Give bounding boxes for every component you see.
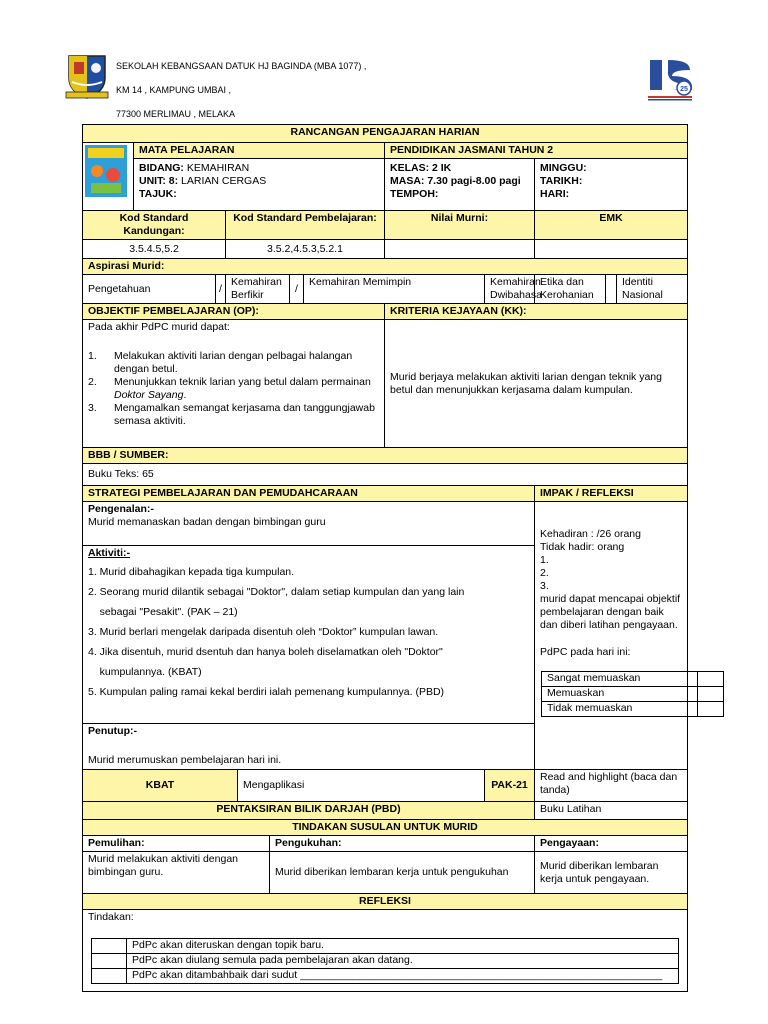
pemulihan-label: Pemulihan: — [83, 836, 270, 852]
refleksi-option: PdPc akan diteruskan dengan topik baru. — [127, 939, 679, 954]
aktiviti-line: 4. Jika disentuh, murid dsentuh dan hanya boleh diselamatkan oleh "Doktor" — [88, 646, 443, 658]
lesson-plan-table — [82, 124, 688, 992]
pengenalan-label: Pengenalan:- — [88, 503, 154, 515]
objektif-item: 3. Mengamalkan semangat kerjasama dan tanggungjawab semasa aktiviti. — [88, 402, 375, 427]
aktiviti-cell — [83, 546, 535, 724]
emk-label: EMK — [535, 211, 688, 240]
pdpc-text: PdPC pada hari ini: — [540, 646, 631, 658]
tempoh-label: TEMPOH: — [390, 188, 439, 200]
subject-label: MATA PELAJARAN — [134, 143, 385, 159]
pengenalan-text: Murid memanaskan badan dengan bimbingan guru — [88, 516, 326, 528]
pengukuhan-text: Murid diberikan lembaran kerja untuk pengukuhan — [270, 852, 535, 894]
school-address-line: KM 14 , KAMPUNG UMBAI , — [116, 85, 232, 95]
ksp-value: 3.5.2,4.5.3,5.2.1 — [226, 240, 385, 259]
aktiviti-line: sebagai "Pesakit". (PAK – 21) — [88, 606, 238, 618]
objektif-cell — [83, 320, 385, 448]
aspirasi-mark: / — [216, 275, 226, 304]
school-address — [116, 54, 366, 126]
pengenalan-cell — [83, 502, 535, 546]
aspirasi-item: Kemahiran Dwibahasa — [485, 275, 535, 304]
kbat-label: KBAT — [83, 770, 238, 802]
aspirasi-mark-empty — [606, 275, 617, 304]
refleksi-cell — [83, 910, 688, 992]
susulan-label: TINDAKAN SUSULAN UNTUK MURID — [83, 820, 688, 836]
anniversary-25-logo — [644, 52, 696, 104]
svg-text:25: 25 — [680, 86, 688, 93]
refleksi-option: PdPc akan diulang semula pada pembelajaran akan datang. — [127, 954, 679, 969]
aktiviti-line: 1. Murid dibahagikan kepada tiga kumpulan. — [88, 566, 295, 578]
bbb-text: Buku Teks: 65 — [83, 464, 688, 486]
kehadiran-text: Kehadiran : /26 orang — [540, 528, 641, 540]
textbook-cover-cell — [83, 143, 134, 211]
pemulihan-text: Murid melakukan aktiviti dengan bimbingan guru. — [83, 852, 270, 894]
school-crest-logo — [66, 52, 108, 100]
aktiviti-label: Aktiviti:- — [88, 547, 130, 559]
rating-option: Tidak memuaskan — [542, 702, 698, 717]
rating-checkbox[interactable] — [698, 702, 724, 717]
school-postcode-line: 77300 MERLIMAU , MELAKA — [116, 109, 236, 119]
school-header — [66, 50, 696, 119]
penutup-cell — [83, 724, 535, 770]
minggu-tarikh-cell — [535, 159, 688, 211]
pengukuhan-label: Pengukuhan: — [270, 836, 535, 852]
impak-cell: Kehadiran : /26 orang Tidak hadir: orang 1. 2. 3. murid dapat mencapai objektif pembelajaran dengan baik dan diberi latihan pengayaan. PdPC pada hari ini: Sangat memuaskan Memuaskan Tidak memuaskan — [535, 502, 688, 770]
kelas-masa-cell: KELAS: 2 IK MASA: 7.30 pagi-8.00 pagi TEMPOH: — [385, 159, 535, 211]
refleksi-checkbox[interactable] — [92, 969, 127, 984]
rating-table — [541, 671, 724, 717]
ksk-label: Kod Standard Kandungan: — [83, 211, 226, 240]
aspirasi-item: Kemahiran Memimpin — [304, 275, 485, 304]
masa-value: 7.30 pagi-8.00 pagi — [427, 175, 521, 187]
ksp-label: Kod Standard Pembelajaran: — [226, 211, 385, 240]
aktiviti-line: 5. Kumpulan paling ramai kekal berdiri ialah pemenang kumpulannya. (PBD) — [88, 686, 445, 698]
impak-label: IMPAK / REFLEKSI — [535, 486, 688, 502]
pak21-label: PAK-21 — [485, 770, 535, 802]
strategi-label: STRATEGI PEMBELAJARAN DAN PEMUDAHCARAAN — [83, 486, 535, 502]
refleksi-checkbox[interactable] — [92, 954, 127, 969]
unit-value: LARIAN CERGAS — [181, 175, 267, 187]
objektif-intro: Pada akhir PdPC murid dapat: — [88, 321, 230, 333]
refleksi-label: REFLEKSI — [83, 894, 688, 910]
kbat-value: Mengaplikasi — [238, 770, 485, 802]
tarikh-label: TARIKH: — [540, 175, 583, 187]
aspirasi-label: Aspirasi Murid: — [83, 259, 688, 275]
objektif-item: 2. Menunjukkan teknik larian yang betul dalam permainan Doktor Sayang. — [88, 376, 371, 401]
textbook-cover-image — [85, 145, 127, 197]
pengayaan-label: Pengayaan: — [535, 836, 688, 852]
tindakan-label: Tindakan: — [88, 911, 134, 923]
rating-checkbox[interactable] — [698, 687, 724, 702]
tidak-hadir-text: Tidak hadir: orang — [540, 541, 625, 553]
objektif-label: OBJEKTIF PEMBELAJARAN (OP): — [83, 304, 385, 320]
rating-checkbox[interactable] — [698, 672, 724, 687]
aspirasi-item: Kemahiran Berfikir — [226, 275, 290, 304]
school-name: SEKOLAH KEBANGSAAN DATUK HJ BAGINDA (MBA 1077) , — [116, 61, 367, 71]
bidang-value: KEMAHIRAN — [186, 162, 250, 174]
aktiviti-line: 2. Seorang murid dilantik sebagai "Doktor", dalam setiap kumpulan dan yang lain — [88, 586, 465, 598]
nilai-murni-label: Nilai Murni: — [385, 211, 535, 240]
aktiviti-line: kumpulannya. (KBAT) — [88, 666, 202, 678]
tajuk-label: TAJUK: — [139, 188, 177, 200]
aspirasi-item: Pengetahuan — [83, 275, 216, 304]
plan-title: RANCANGAN PENGAJARAN HARIAN — [83, 125, 688, 143]
ksk-value: 3.5.4.5,5.2 — [83, 240, 226, 259]
kk-label: KRITERIA KEJAYAAN (KK): — [385, 304, 688, 320]
kelas-label: KELAS: 2 IK — [390, 162, 452, 174]
objektif-item: 1. Melakukan aktiviti larian dengan pelbagai halangan dengan betul. — [88, 350, 353, 375]
aspirasi-mark: / — [290, 275, 304, 304]
aspirasi-item: Etika dan Kerohanian — [535, 275, 606, 304]
pbd-value: Buku Latihan — [535, 802, 688, 820]
rating-option: Memuaskan — [542, 687, 698, 702]
impak-text: murid dapat mencapai objektif pembelajaran dengan baik dan diberi latihan pengayaan. — [540, 593, 681, 631]
pengayaan-text: Murid diberikan lembaran kerja untuk pengayaan. — [535, 852, 688, 894]
kk-text: Murid berjaya melakukan aktiviti larian dengan teknik yang betul dan menunjukkan kerjasama dalam kumpulan. — [385, 320, 688, 448]
refleksi-checkbox[interactable] — [92, 939, 127, 954]
refleksi-options-table — [91, 938, 679, 984]
subject-value: PENDIDIKAN JASMANI TAHUN 2 — [385, 143, 688, 159]
nilai-murni-value — [385, 240, 535, 259]
penutup-text: Murid merumuskan pembelajaran hari ini. — [88, 754, 282, 766]
aspirasi-item: Identiti Nasional — [617, 275, 688, 304]
bidang-unit-cell: BIDANG: KEMAHIRAN UNIT: 8: LARIAN CERGAS TAJUK: — [134, 159, 385, 211]
hari-label: HARI: — [540, 188, 570, 200]
refleksi-option: PdPc akan ditambahbaik dari sudut ______________________________________________________________ — [127, 969, 679, 984]
penutup-label: Penutup:- — [88, 725, 137, 737]
rating-option: Sangat memuaskan — [542, 672, 698, 687]
emk-value — [535, 240, 688, 259]
objektif-list — [88, 350, 379, 428]
minggu-label: MINGGU: — [540, 162, 587, 174]
pak21-value: Read and highlight (baca dan tanda) — [535, 770, 688, 802]
bbb-label: BBB / SUMBER: — [83, 448, 688, 464]
pbd-label: PENTAKSIRAN BILIK DARJAH (PBD) — [83, 802, 535, 820]
aktiviti-line: 3. Murid berlari mengelak daripada disentuh oleh “Doktor” kumpulan lawan. — [88, 626, 439, 638]
